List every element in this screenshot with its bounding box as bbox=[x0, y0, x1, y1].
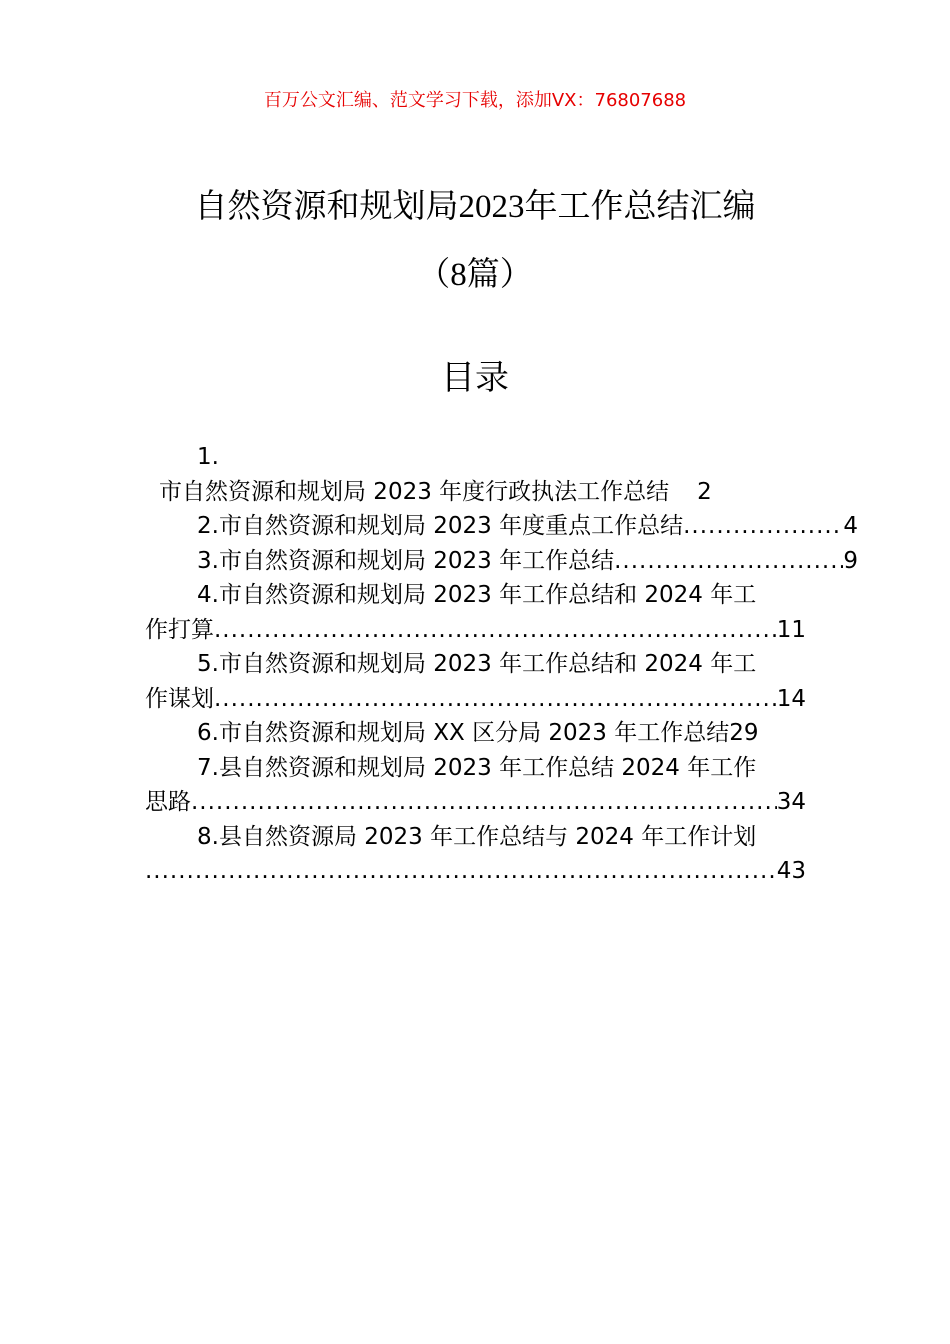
toc-entry-8-line1[interactable] bbox=[145, 820, 858, 855]
toc-entry-1-page: 2 bbox=[697, 478, 712, 505]
toc-entry-4-title-line1: 4.市自然资源和规划局 2023 年工作总结和 2024 年工 bbox=[197, 582, 757, 608]
subtitle-count: 8 bbox=[450, 257, 467, 293]
toc-entry-2-page: 4 bbox=[843, 513, 858, 539]
toc-entry-8-title-line1: 8.县自然资源局 2023 年工作总结与 2024 年工作计划 bbox=[197, 823, 757, 850]
title-part2: 年工作总结汇编 bbox=[524, 186, 756, 225]
toc-entry-2-leader bbox=[683, 509, 843, 544]
toc-entry-1-title: 市自然资源和规划局 2023 年度行政执法工作总结 bbox=[159, 478, 670, 505]
toc-entry-6[interactable] bbox=[145, 716, 858, 751]
title-year: 2023 bbox=[458, 189, 525, 225]
toc-entry-4-title-line2: 作打算 bbox=[145, 616, 214, 643]
subtitle-open: （ bbox=[417, 254, 451, 293]
toc-entry-5-leader bbox=[214, 682, 777, 717]
toc-entry-3-leader bbox=[614, 544, 843, 579]
toc-entry-8-page: 43 bbox=[776, 858, 806, 884]
toc-entry-5-title-line2: 作谋划 bbox=[145, 685, 214, 712]
toc-heading: 目录 bbox=[441, 358, 509, 398]
document-title bbox=[0, 180, 950, 227]
toc-entry-2[interactable] bbox=[145, 509, 858, 544]
toc-entry-4-line1[interactable] bbox=[145, 578, 858, 613]
subtitle-close: ） bbox=[499, 254, 533, 293]
toc-entry-7-title-line2: 思路 bbox=[145, 789, 191, 815]
toc-entry-2-title: 2.市自然资源和规划局 2023 年度重点工作总结 bbox=[197, 513, 684, 539]
toc-entry-8-line2[interactable] bbox=[145, 854, 806, 889]
toc-entry-1-number: 1. bbox=[197, 444, 219, 470]
toc-entry-5-title-line1: 5.市自然资源和规划局 2023 年工作总结和 2024 年工 bbox=[197, 651, 757, 677]
toc-entry-7-title-line1: 7.县自然资源和规划局 2023 年工作总结 2024 年工作 bbox=[197, 754, 757, 781]
toc-entry-7-leader bbox=[191, 785, 777, 820]
watermark-banner: 百万公文汇编、范文学习下载，添加VX：76807688 bbox=[263, 90, 687, 111]
table-of-contents bbox=[145, 440, 858, 889]
toc-entry-1[interactable] bbox=[145, 475, 820, 510]
subtitle-word: 篇 bbox=[466, 254, 500, 293]
toc-entry-4-leader bbox=[214, 613, 777, 648]
toc-entry-5-line2[interactable] bbox=[145, 682, 806, 717]
toc-entry-3[interactable] bbox=[145, 544, 858, 579]
toc-entry-8-leader bbox=[145, 854, 777, 889]
toc-entry-7-page: 34 bbox=[776, 789, 806, 815]
title-part1: 自然资源和规划局 bbox=[194, 186, 459, 225]
toc-entry-4-page: 11 bbox=[776, 616, 806, 643]
toc-entry-5-line1[interactable] bbox=[145, 647, 858, 682]
toc-entry-5-page: 14 bbox=[776, 685, 806, 712]
toc-entry-3-title: 3.市自然资源和规划局 2023 年工作总结 bbox=[197, 547, 615, 574]
toc-entry-7-line2[interactable] bbox=[145, 785, 806, 820]
document-subtitle bbox=[0, 248, 950, 295]
toc-entry-4-line2[interactable] bbox=[145, 613, 806, 648]
toc-entry-7-line1[interactable] bbox=[145, 751, 858, 786]
toc-entry-3-page: 9 bbox=[843, 547, 858, 574]
toc-entry-6-title: 6.市自然资源和规划局 XX 区分局 2023 年工作总结 bbox=[197, 720, 730, 746]
toc-entry-1-number-line[interactable] bbox=[145, 440, 858, 475]
toc-entry-6-page: 29 bbox=[729, 720, 759, 746]
